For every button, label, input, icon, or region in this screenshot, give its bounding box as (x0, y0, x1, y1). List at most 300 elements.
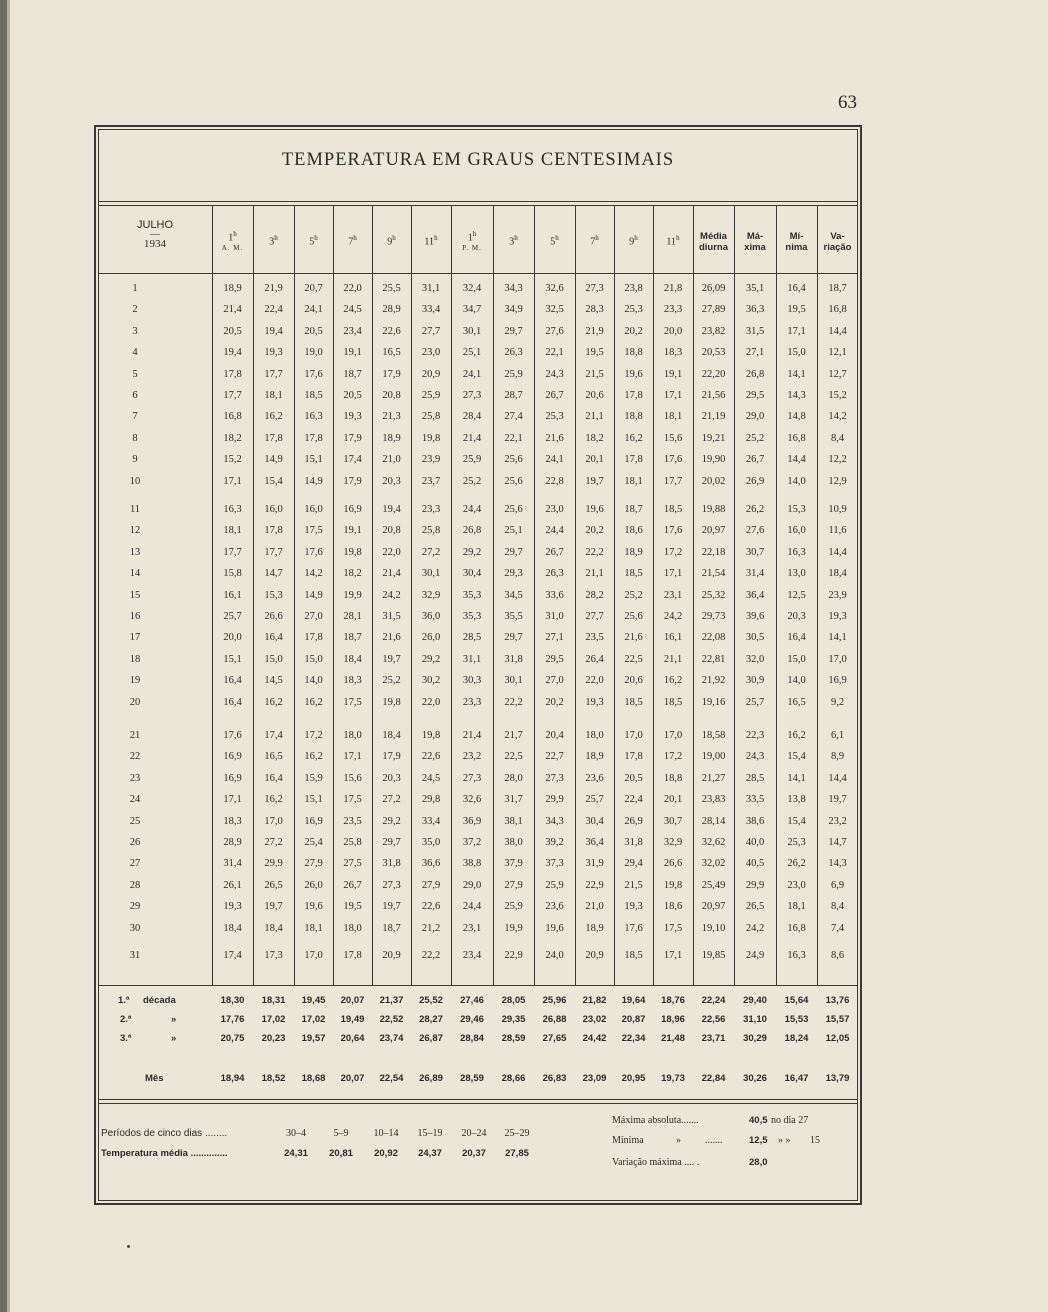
header-period: A. M. (221, 244, 244, 253)
table-cell: 21,7 (504, 730, 523, 741)
header-year: 1934 (144, 238, 166, 250)
table-cell: 22,81 (701, 653, 726, 665)
table-cell: 38,6 (745, 815, 765, 827)
table-cell: 14,7 (264, 568, 283, 580)
table-cell: 25,9 (504, 368, 523, 380)
header-hour-sup: h (595, 234, 599, 242)
table-cell: 21,1 (585, 568, 604, 580)
table-cell: 18,4 (382, 730, 401, 741)
table-cell: 21,1 (663, 653, 683, 665)
period-range: 25–29 (504, 1128, 530, 1139)
table-cell: 15,3 (787, 504, 806, 515)
table-cell: 39,2 (545, 837, 564, 848)
header-minima-line: nima (785, 242, 808, 253)
header-hour-number: 1 (467, 232, 473, 244)
table-cell: 39,6 (745, 611, 765, 622)
table-cell: 30,7 (663, 815, 683, 827)
table-cell: 36,4 (585, 837, 604, 848)
table-cell: 22,20 (701, 368, 726, 380)
table-cell: 14,8 (787, 411, 806, 423)
table-cell: 25,1 (462, 347, 482, 359)
table-cell: 17,1 (663, 568, 683, 580)
summary-cell: 20,64 (340, 1033, 365, 1044)
summary-cell: 19,45 (301, 995, 326, 1006)
summary-cell: 26,87 (419, 1033, 443, 1044)
table-cell: 16,2 (304, 696, 323, 708)
table-cell: 19,3 (624, 901, 643, 913)
summary-cell: 19,49 (340, 1014, 365, 1025)
table-cell: 16,8 (223, 411, 242, 423)
table-cell: 26,6 (264, 611, 283, 622)
max-abs-label: Máxima absoluta....... (612, 1115, 699, 1126)
table-cell: 26,2 (787, 858, 806, 870)
table-cell: 40,0 (745, 837, 765, 848)
table-cell: 23,2 (828, 815, 847, 827)
table-cell: 34,9 (504, 304, 523, 316)
table-cell: 20,5 (624, 772, 643, 784)
month-cell: 18,52 (261, 1073, 286, 1084)
table-cell: 31,5 (382, 611, 401, 622)
table-cell: 20,02 (701, 475, 726, 487)
table-cell: 14,3 (828, 858, 847, 870)
table-cell: 26,5 (745, 901, 765, 913)
table-cell: 30,5 (745, 632, 765, 644)
day-number: 10 (129, 475, 141, 487)
table-cell: 20,6 (624, 675, 643, 687)
table-cell: 17,0 (264, 815, 283, 827)
table-cell: 28,5 (745, 772, 765, 784)
table-cell: 27,4 (504, 411, 523, 423)
month-label: Mês (145, 1073, 164, 1084)
table-cell: 22,2 (421, 950, 441, 961)
summary-cell: 18,24 (784, 1033, 809, 1044)
table-cell: 14,4 (828, 325, 847, 337)
table-cell: 36,6 (421, 858, 441, 870)
month-cell: 28,59 (460, 1073, 484, 1084)
table-cell: 21,2 (421, 922, 441, 934)
table-cell: 17,6 (304, 368, 323, 380)
month-cell: 26,83 (542, 1073, 567, 1084)
month-cell: 19,73 (661, 1073, 685, 1084)
table-cell: 40,5 (745, 858, 765, 870)
period-range: 10–14 (373, 1128, 399, 1139)
table-cell: 23,3 (663, 304, 683, 316)
summary-cell: 23,02 (582, 1014, 607, 1025)
table-cell: 14,0 (304, 675, 323, 687)
table-cell: 26,5 (264, 879, 283, 891)
table-cell: 11,6 (828, 525, 847, 537)
periods-label: Períodos de cinco dias ........ (101, 1128, 228, 1139)
table-cell: 31,5 (745, 325, 765, 337)
day-number: 7 (132, 411, 138, 423)
table-cell: 23,82 (701, 325, 726, 337)
table-cell: 19,88 (701, 504, 726, 515)
table-cell: 25,7 (745, 696, 765, 708)
table-cell: 27,1 (745, 347, 765, 359)
summary-label: 3.ª (120, 1033, 132, 1044)
table-cell: 22,5 (624, 653, 643, 665)
table-cell: 14,2 (304, 568, 323, 580)
table-cell: 29,9 (264, 858, 283, 870)
table-cell: 18,6 (663, 901, 683, 913)
table-cell: 21,92 (701, 675, 726, 687)
table-cell: 26,0 (304, 879, 323, 891)
month-cell: 28,66 (501, 1073, 526, 1084)
table-cell: 23,2 (462, 751, 482, 763)
table-cell: 18,7 (624, 504, 643, 515)
table-cell: 18,5 (624, 568, 643, 580)
table-cell: 18,0 (585, 730, 604, 741)
table-cell: 29,2 (382, 815, 401, 827)
table-cell: 17,2 (663, 751, 683, 763)
table-cell: 18,5 (624, 696, 643, 708)
table-cell: 26,7 (545, 390, 564, 401)
table-cell: 15,1 (223, 653, 242, 665)
table-cell: 15,1 (304, 794, 323, 806)
summary-cell: 22,34 (621, 1033, 646, 1044)
table-cell: 18,1 (663, 411, 683, 423)
table-cell: 24,9 (745, 950, 765, 961)
table-cell: 26,7 (545, 546, 564, 558)
table-cell: 14,0 (787, 475, 806, 487)
day-number: 16 (129, 611, 141, 622)
table-cell: 25,8 (421, 411, 441, 423)
table-cell: 27,0 (545, 675, 564, 687)
table-cell: 20,3 (787, 611, 806, 622)
table-cell: 23,8 (624, 283, 643, 294)
table-cell: 15,9 (304, 772, 323, 784)
table-cell: 19,9 (504, 922, 523, 934)
table-cell: 20,5 (223, 325, 242, 337)
table-cell: 29,73 (701, 611, 726, 622)
table-cell: 27,9 (304, 858, 323, 870)
table-cell: 16,9 (828, 675, 847, 687)
table-cell: 30,7 (745, 546, 765, 558)
table-cell: 25,8 (421, 525, 441, 537)
table-cell: 24,3 (545, 368, 564, 380)
table-cell: 19,4 (223, 347, 242, 359)
day-number: 14 (129, 568, 141, 580)
header-media-diurna (693, 231, 735, 253)
table-cell: 18,8 (624, 411, 643, 423)
table-cell: 38,1 (504, 815, 523, 827)
table-cell: 24,0 (545, 950, 564, 961)
summary-cell: 28,84 (460, 1033, 484, 1044)
header-hour-sup: h (555, 234, 559, 242)
table-cell: 21,27 (701, 772, 726, 784)
table-cell: 26,9 (624, 815, 643, 827)
table-cell: 17,1 (343, 751, 362, 763)
table-cell: 30,3 (462, 675, 482, 687)
table-cell: 9,2 (830, 696, 845, 708)
table-cell: 27,0 (304, 611, 323, 622)
table-cell: 24,1 (545, 454, 564, 466)
table-cell: 20,9 (585, 950, 604, 961)
summary-cell: 21,82 (582, 995, 607, 1006)
header-hour-sup: h (392, 234, 396, 242)
table-cell: 25,4 (304, 837, 323, 848)
table-cell: 12,7 (828, 368, 847, 380)
table-cell: 19,21 (701, 432, 726, 444)
min-ditto: » (676, 1135, 681, 1146)
table-cell: 25,5 (382, 283, 401, 294)
table-cell: 19,3 (343, 411, 362, 423)
table-cell: 14,1 (828, 632, 847, 644)
table-cell: 34,3 (504, 283, 523, 294)
summary-cell: 29,35 (501, 1014, 526, 1025)
header-hour-4 (372, 233, 412, 247)
table-cell: 25,7 (223, 611, 242, 622)
table-cell: 18,4 (264, 922, 283, 934)
table-cell: 32,6 (545, 283, 564, 294)
table-cell: 22,0 (382, 546, 401, 558)
table-cell: 32,6 (462, 794, 482, 806)
table-cell: 18,7 (828, 283, 847, 294)
table-cell: 21,9 (585, 325, 604, 337)
table-cell: 23,6 (545, 901, 564, 913)
day-number: 2 (132, 304, 138, 316)
header-maxima-line: xima (744, 242, 766, 253)
table-cell: 14,9 (304, 589, 323, 601)
table-cell: 8,4 (830, 901, 845, 913)
book-spine-edge (7, 0, 10, 1312)
summary-cell: 17,76 (220, 1014, 245, 1025)
table-cell: 18,7 (343, 368, 362, 380)
table-cell: 15,4 (264, 475, 283, 487)
table-cell: 19,00 (701, 751, 726, 763)
table-cell: 35,1 (745, 283, 765, 294)
table-cell: 23,1 (663, 589, 683, 601)
table-cell: 17,1 (663, 390, 683, 401)
summary-cell: 17,02 (301, 1014, 326, 1025)
table-cell: 29,2 (421, 653, 441, 665)
min-dots: ....... (705, 1135, 723, 1146)
table-cell: 21,4 (462, 730, 482, 741)
table-cell: 31,8 (382, 858, 401, 870)
period-mean: 20,92 (374, 1148, 398, 1159)
table-cell: 13,0 (787, 568, 806, 580)
day-number: 20 (129, 696, 141, 708)
table-cell: 32,9 (421, 589, 441, 601)
table-cell: 22,2 (585, 546, 604, 558)
summary-cell: 29,46 (460, 1014, 484, 1025)
table-cell: 21,5 (585, 368, 604, 380)
day-number: 25 (129, 815, 141, 827)
table-cell: 30,4 (462, 568, 482, 580)
table-cell: 29,7 (504, 325, 523, 337)
table-cell: 14,4 (828, 772, 847, 784)
month-cell: 20,95 (621, 1073, 646, 1084)
table-cell: 19,8 (421, 432, 441, 444)
table-cell: 31,8 (624, 837, 643, 848)
summary-cell: 26,88 (542, 1014, 567, 1025)
header-hour-number: 3 (509, 236, 515, 248)
table-cell: 14,3 (787, 390, 806, 401)
table-cell: 8,9 (830, 751, 845, 763)
table-cell: 13,8 (787, 794, 806, 806)
header-variacao-line: riação (823, 242, 852, 253)
header-hour-sup: h (676, 234, 680, 242)
table-cell: 33,5 (745, 794, 765, 806)
table-cell: 30,9 (745, 675, 765, 687)
table-cell: 29,2 (462, 546, 482, 558)
table-cell: 23,3 (421, 504, 441, 515)
table-cell: 21,6 (382, 632, 401, 644)
month-cell: 13,79 (825, 1073, 850, 1084)
table-cell: 25,6 (624, 611, 643, 622)
min-note-ditto: » » (778, 1135, 791, 1146)
table-cell: 29,5 (745, 390, 765, 401)
table-cell: 17,6 (663, 454, 683, 466)
table-cell: 21,0 (585, 901, 604, 913)
page-number: 63 (838, 92, 857, 113)
table-cell: 27,5 (343, 858, 362, 870)
table-cell: 19,6 (585, 504, 604, 515)
summary-cell: 22,56 (701, 1014, 726, 1025)
summary-cell: 19,57 (301, 1033, 326, 1044)
day-number: 15 (129, 589, 141, 601)
table-cell: 27,1 (545, 632, 564, 644)
table-cell: 25,1 (504, 525, 523, 537)
table-cell: 20,7 (304, 283, 323, 294)
table-cell: 14,5 (264, 675, 283, 687)
table-cell: 12,5 (787, 589, 806, 601)
table-cell: 18,1 (223, 525, 242, 537)
table-cell: 29,7 (382, 837, 401, 848)
table-cell: 12,9 (828, 475, 847, 487)
table-cell: 25,8 (343, 837, 362, 848)
summary-cell: 29,40 (743, 995, 767, 1006)
table-cell: 17,8 (624, 751, 643, 763)
table-cell: 19,0 (304, 347, 323, 359)
table-cell: 21,0 (382, 454, 401, 466)
table-cell: 17,7 (223, 390, 242, 401)
table-cell: 16,3 (223, 504, 242, 515)
header-hour-8 (535, 233, 575, 247)
table-cell: 31,7 (504, 794, 523, 806)
period-range: 5–9 (333, 1128, 349, 1139)
summary-cell: 25,52 (419, 995, 443, 1006)
header-hour-7 (494, 233, 534, 247)
table-cell: 18,4 (343, 653, 362, 665)
table-cell: 17,5 (343, 794, 362, 806)
table-cell: 18,6 (624, 525, 643, 537)
table-cell: 15,8 (223, 568, 242, 580)
table-cell: 18,9 (585, 922, 604, 934)
summary-cell: 18,30 (220, 995, 245, 1006)
table-cell: 28,2 (585, 589, 604, 601)
table-cell: 21,3 (382, 411, 401, 423)
table-cell: 19,5 (343, 901, 362, 913)
table-cell: 20,97 (701, 525, 726, 537)
table-cell: 17,8 (223, 368, 242, 380)
header-hour-sup: h (274, 234, 278, 242)
table-cell: 17,5 (663, 922, 683, 934)
summary-cell: 19,64 (621, 995, 646, 1006)
period-mean: 24,31 (284, 1148, 308, 1159)
table-cell: 17,0 (828, 653, 847, 665)
header-hour-number: 1 (228, 232, 234, 244)
table-cell: 27,2 (264, 837, 283, 848)
header-hour-9 (575, 233, 615, 247)
table-cell: 23,83 (701, 794, 726, 806)
table-cell: 19,6 (545, 922, 564, 934)
table-cell: 16,0 (787, 525, 806, 537)
table-cell: 16,5 (382, 347, 401, 359)
table-cell: 19,7 (382, 901, 401, 913)
table-cell: 18,5 (663, 504, 683, 515)
table-cell: 22,18 (701, 546, 726, 558)
header-hour-sup: h (233, 230, 237, 238)
table-cell: 15,1 (304, 454, 323, 466)
table-cell: 17,5 (343, 696, 362, 708)
table-cell: 20,3 (382, 475, 401, 487)
table-cell: 27,6 (745, 525, 765, 537)
table-cell: 12,2 (828, 454, 847, 466)
table-cell: 19,8 (663, 879, 683, 891)
summary-footer-divider (98, 1099, 858, 1100)
table-cell: 19,8 (382, 696, 401, 708)
table-cell: 16,5 (787, 696, 806, 708)
table-cell: 23,1 (462, 922, 482, 934)
table-cell: 32,62 (701, 837, 726, 848)
table-cell: 24,1 (462, 368, 482, 380)
table-cell: 20,5 (343, 390, 362, 401)
table-cell: 16,9 (343, 504, 362, 515)
table-cell: 17,1 (223, 794, 242, 806)
table-cell: 18,4 (828, 568, 847, 580)
table-cell: 22,5 (504, 751, 523, 763)
table-cell: 16,2 (663, 675, 683, 687)
table-cell: 25,7 (585, 794, 604, 806)
table-cell: 18,9 (624, 546, 643, 558)
data-summary-divider (98, 985, 858, 986)
day-number: 31 (129, 950, 141, 961)
table-cell: 22,9 (585, 879, 604, 891)
table-cell: 17,2 (304, 730, 323, 741)
table-cell: 17,2 (663, 546, 683, 558)
summary-cell: 31,10 (743, 1014, 767, 1025)
table-cell: 35,3 (462, 611, 482, 622)
table-cell: 16,4 (787, 283, 806, 294)
summary-cell: 21,37 (379, 995, 404, 1006)
table-cell: 17,8 (624, 454, 643, 466)
table-cell: 17,0 (663, 730, 683, 741)
table-cell: 18,1 (787, 901, 806, 913)
title-divider (98, 201, 858, 202)
header-minima (776, 231, 818, 253)
table-cell: 30,1 (504, 675, 523, 687)
table-cell: 23,6 (585, 772, 604, 784)
table-cell: 7,4 (830, 922, 845, 934)
table-cell: 25,2 (624, 589, 643, 601)
day-number: 30 (129, 922, 141, 934)
table-cell: 29,8 (421, 794, 441, 806)
table-cell: 14,7 (828, 837, 847, 848)
table-cell: 27,2 (382, 794, 401, 806)
day-number: 12 (129, 525, 141, 537)
table-cell: 6,1 (830, 730, 845, 741)
paper-speck (127, 1245, 130, 1248)
table-cell: 17,5 (304, 525, 323, 537)
table-cell: 20,0 (223, 632, 242, 644)
table-cell: 14,1 (787, 772, 806, 784)
day-number: 6 (132, 390, 138, 401)
table-cell: 17,1 (787, 325, 806, 337)
header-hour-number: 7 (348, 236, 354, 248)
table-cell: 17,7 (223, 546, 242, 558)
table-cell: 18,0 (343, 922, 362, 934)
